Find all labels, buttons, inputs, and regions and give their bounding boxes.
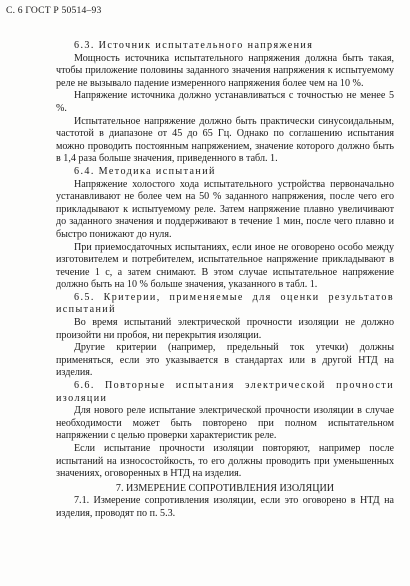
section-heading-6-6: 6.6. Повторные испытания электрической прочности изоляции [56,380,394,404]
paragraph: 7.1. Измерение сопротивления изоляции, если это оговорено в НТД на изделия, проводят по п. 5.3. [56,495,394,519]
page-header: С. 6 ГОСТ Р 50514–93 [6,5,102,16]
paragraph: Если испытание прочности изоляции повторяют, например после испытаний на износостойкость, то его должны проводить при уменьшенных значениях, оговоренных в НТД на изделия. [56,443,394,480]
section-heading-6-4: 6.4. Методика испытаний [74,165,216,177]
paragraph: Другие критерии (например, предельный ток утечки) должны применяться, если это указывается в стандартах или в другой НТД на изделия. [56,342,394,379]
paragraph: При приемосдаточных испытаниях, если иное не оговорено особо между изготовителем и потребителем, испытательное напряжение прикладывают в течение 1 с, а затем снимают. В этом случае испытательное напряжение должно быть на 10 % больше значения, указанного в табл. 1. [56,241,394,291]
document-body [56,40,394,521]
paragraph: Напряжение холостого хода испытательного устройства первоначально устанавливают не более чем на 50 % заданного напряжения, после чего его прикладывают к испытуемому реле. Затем напряжение плавно увеличивают до заданного значения и поддерживают в течение 1 мин, после чего плавно и быстро понижают до нуля. [56,178,394,240]
paragraph: Мощность источника испытательного напряжения должна быть такая, чтобы приложение половины заданного значения напряжения к испытуемому реле не вызывало падение измеренного напряжения более чем на 10 %. [56,52,394,89]
section-heading-7: 7. ИЗМЕРЕНИЕ СОПРОТИВЛЕНИЯ ИЗОЛЯЦИИ [115,482,335,494]
paragraph: Напряжение источника должно устанавливаться с точностью не менее 5 %. [56,90,394,114]
section-heading-6-5: 6.5. Критерии, применяемые для оценки результатов испытаний [56,291,394,316]
paragraph: Во время испытаний электрической прочности изоляции не должно произойти ни пробоя, ни перекрытия изоляции. [56,317,394,341]
paragraph: Испытательное напряжение должно быть практически синусоидальным, частотой в диапазоне от 45 до 65 Гц. Однако по соглашению испытания можно проводить постоянным напряжением, значение которого должно быть в 1,4 раза больше значения, приведенного в табл. 1. [56,115,394,165]
section-heading-6-3: 6.3. Источник испытательного напряжения [74,40,314,51]
paragraph: Для нового реле испытание электрической прочности изоляции в случае необходимости может быть повторено при полном испытательном напряжении с целью проверки характеристик реле. [56,405,394,442]
